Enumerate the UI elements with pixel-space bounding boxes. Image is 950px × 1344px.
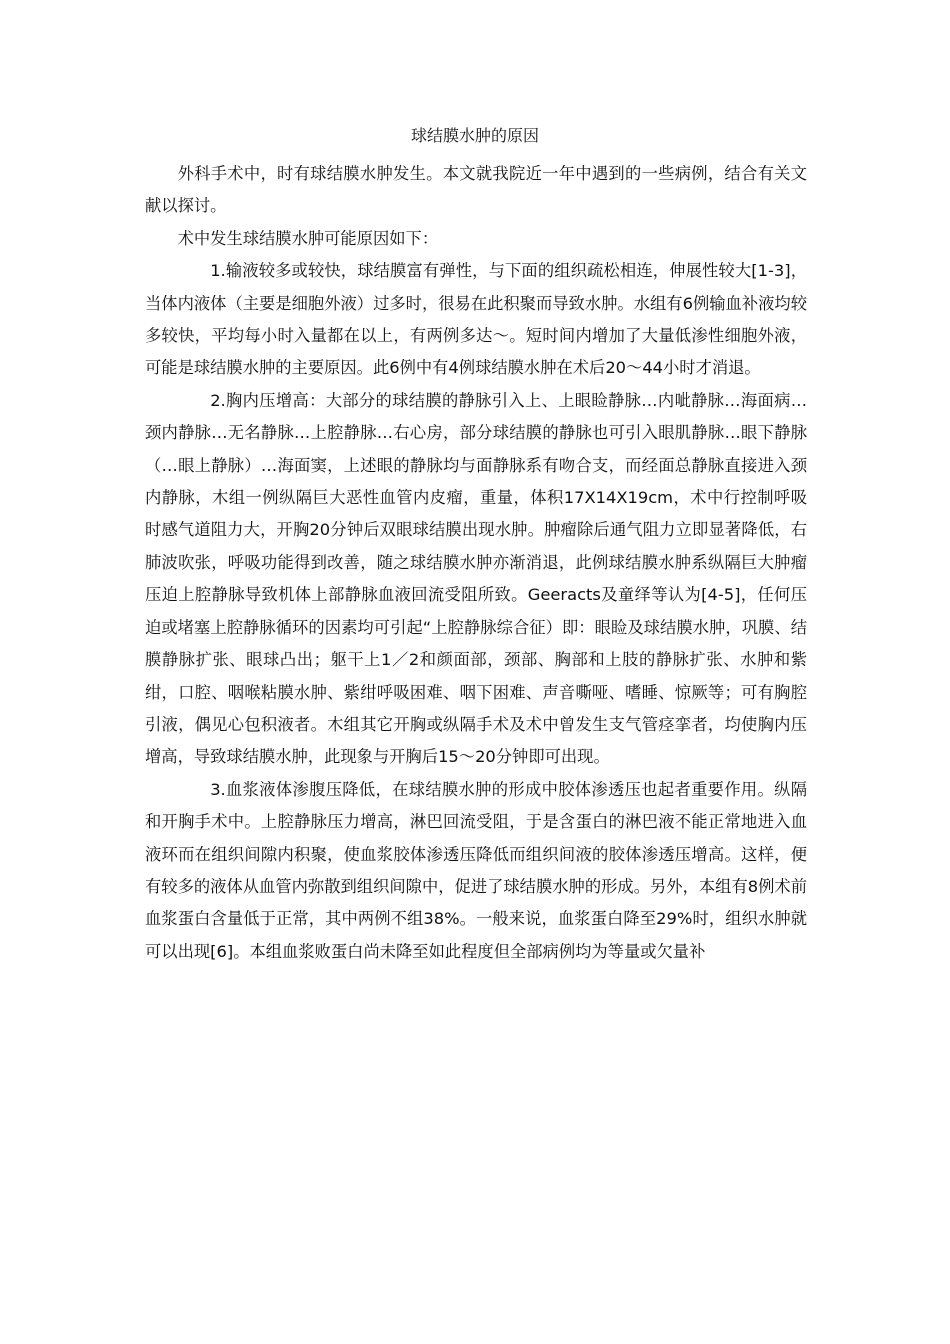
paragraph-cause-2: 2.胸内压增高：大部分的球结膜的静脉引入上、上眼睑静脉…内呲静脉…海面病…颈内静脉…无名静脉…上腔静脉…右心房，部分球结膜的静脉也可引入眼肌静脉…眼下静脉（…眼上静脉）…海面窦，上述眼的静脉均与面静脉系有吻合支，而经面总静脉直接进入颈内静脉，木组一例纵隔巨大恶性血管内皮瘤，重量，体积17X14X19cm，术中行控制呼吸时感气道阻力大，开胸20分钟后双眼球结膜出现水肿。肿瘤除后通气阻力立即显著降低，右肺波吹张，呼吸功能得到改善，随之球结膜水肿亦渐消退，此例球结膜水肿系纵隔巨大肿瘤压迫上腔静脉导致机体上部静脉血液回流受阻所致。Geeracts及童绎等认为[4-5]，任何压迫或堵塞上腔静脉循环的因素均可引起“上腔静脉综合征）即：眼睑及球结膜水肿，巩膜、结膜静脉扩张、眼球凸出；躯干上1／2和颜面部，颈部、胸部和上肢的静脉扩张、水肿和紫绀，口腔、咽喉粘膜水肿、紫绀呼吸困难、咽下困难、声音嘶哑、嗜睡、惊厥等；可有胸腔引液，偶见心包积液者。木组其它开胸或纵隔手术及术中曾发生支气管痉挛者，均使胸内压增高，导致球结膜水肿，此现象与开胸后15～20分钟即可出现。 — [145, 390, 807, 767]
document-body — [145, 158, 807, 968]
paragraph-cause-1: 1.输液较多或较快，球结膜富有弹性，与下面的组织疏松相连，伸展性较大[1-3]，当体内液体（主要是细胞外液）过多时，很易在此积聚而导致水肿。水组有6例输血补液均较多较快，平均每小时入量都在以上，有两例多达～。短时间内增加了大量低渗性细胞外液，可能是球结膜水肿的主要原因。此6例中有4例球结膜水肿在术后20～44小时才消退。 — [145, 261, 807, 378]
paragraph-intro: 外科手术中，时有球结膜水肿发生。本文就我院近一年中遇到的一些病例，结合有关文献以探讨。 — [145, 164, 807, 216]
paragraph-cause-3: 3.血浆液体渗腹压降低，在球结膜水肿的形成中胶体渗透压也起者重要作用。纵隔和开胸手术中。上腔静脉压力增高，淋巴回流受阻，于是含蛋白的淋巴液不能正常地进入血液环而在组织间隙内积聚，使血浆胶体渗透压降低而组织间液的胶体渗透压增高。这样，便有较多的液体从血管内弥散到组织间隙中，促进了球结膜水肿的形成。另外，本组有8例术前血浆蛋白含量低于正常，其中两例不组38%。一般来说，血浆蛋白降至29%时，组织水肿就可以出现[6]。本组血浆败蛋白尚未降至如此程度但全部病例均为等量或欠量补 — [145, 779, 807, 961]
paragraph-causes-heading: 术中发生球结膜水肿可能原因如下： — [177, 228, 439, 248]
document-title: 球结膜水肿的原因 — [410, 126, 539, 145]
